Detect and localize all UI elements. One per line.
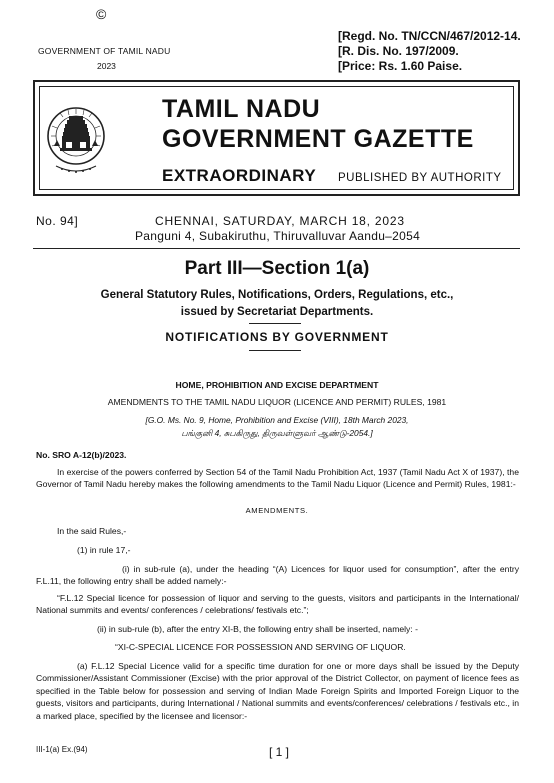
part-title: Part III—Section 1(a) [184,258,370,279]
divider [33,248,520,249]
government-label: GOVERNMENT OF TAMIL NADU [38,46,171,56]
department-heading: HOME, PROHIBITION AND EXCISE DEPARTMENT [175,380,379,390]
issue-number: No. 94] [36,214,79,228]
sub-rule-b-line: (ii) in sub-rule (b), after the entry XI-B, the following entry shall be inserted, namely: - [97,624,418,634]
extraordinary-label: EXTRAORDINARY [162,166,317,185]
sro-number: No. SRO A-12(b)/2023. [36,450,127,460]
year-label: 2023 [97,61,116,71]
part-subtitle-line1: General Statutory Rules, Notifications, Orders, Regulations, etc., [100,289,454,301]
dateline: CHENNAI, SATURDAY, MARCH 18, 2023 [155,214,405,228]
regd-number: [Regd. No. TN/CCN/467/2012-14. [338,29,521,43]
go-reference-line1: [G.O. Ms. No. 9, Home, Prohibition and Excise (VIII), 18th March 2023, [145,415,409,425]
sub-rule-a-paragraph: (i) in sub-rule (a), under the heading “(A) Licences for liquor used for consumption”, after the entry F.L.11, the following entry shall be added namely:- [36,564,519,587]
tamil-date: Panguni 4, Subakiruthu, Thiruvalluvar Aandu–2054 [135,229,421,243]
go-reference-line2: பங்குனி 4, சுபகிருது, திருவள்ளுவர் ஆண்டு-2054.] [181,428,373,438]
gazette-title-line2: GOVERNMENT GAZETTE [162,125,474,153]
clause-a-paragraph: (a) F.L.12 Special Licence valid for a specific time duration for one or more days shall be issued by the Deputy Commissioner/Assistant Commissioner (Excise) with the prior approval of the District Collector, on payment of licence fees as specified in the Table below for possession and serving of Indian Made Foreign Spirits and Imported Foreign Liquor to the guests, visitors and participants, during International / National summits and events/conferences/ celebrations / festivals etc., in a marked place, specified by the licensee and licensor:- [36,661,519,721]
price: [Price: Rs. 1.60 Paise. [338,59,463,73]
rule-17-line: (1) in rule 17,- [77,545,131,555]
said-rules-line: In the said Rules,- [57,526,127,536]
rdis-number: [R. Dis. No. 197/2009. [338,44,459,58]
part-subtitle-line2: issued by Secretariat Departments. [180,306,374,318]
xic-heading: “XI-C-SPECIAL LICENCE FOR POSSESSION AND SERVING OF LIQUOR. [115,642,406,652]
amendments-heading: AMENDMENTS. [245,506,309,515]
amendments-title: AMENDMENTS TO THE TAMIL NADU LIQUOR (LICENCE AND PERMIT) RULES, 1981 [107,397,447,407]
tamil-nadu-emblem-icon [46,96,106,184]
fl12-entry-paragraph: “F.L.12 Special licence for possession of liquor and serving to the guests, visitors and participants in the International/ National summits and events/ conferences / celebrations/ festivals etc.”; [36,593,519,616]
notifications-heading: NOTIFICATIONS BY GOVERNMENT [165,330,389,344]
page-number: [ 1 ] [269,745,290,759]
rule-above-notifications [249,323,301,324]
rule-below-notifications [249,350,301,351]
footer-code: III-1(a) Ex.(94) [36,745,88,754]
registration-block [338,29,521,74]
copyright-symbol: © [96,6,107,22]
published-by-authority: PUBLISHED BY AUTHORITY [338,172,502,184]
gazette-title-line1: TAMIL NADU [162,95,321,123]
preamble-paragraph: In exercise of the powers conferred by Section 54 of the Tamil Nadu Prohibition Act, 1937 (Tamil Nadu Act X of 1937), the Governor of Tamil Nadu hereby makes the following amendments to the Tamil Nadu Liquor (Licence and Permit) Rules, 1981:- [36,467,519,490]
